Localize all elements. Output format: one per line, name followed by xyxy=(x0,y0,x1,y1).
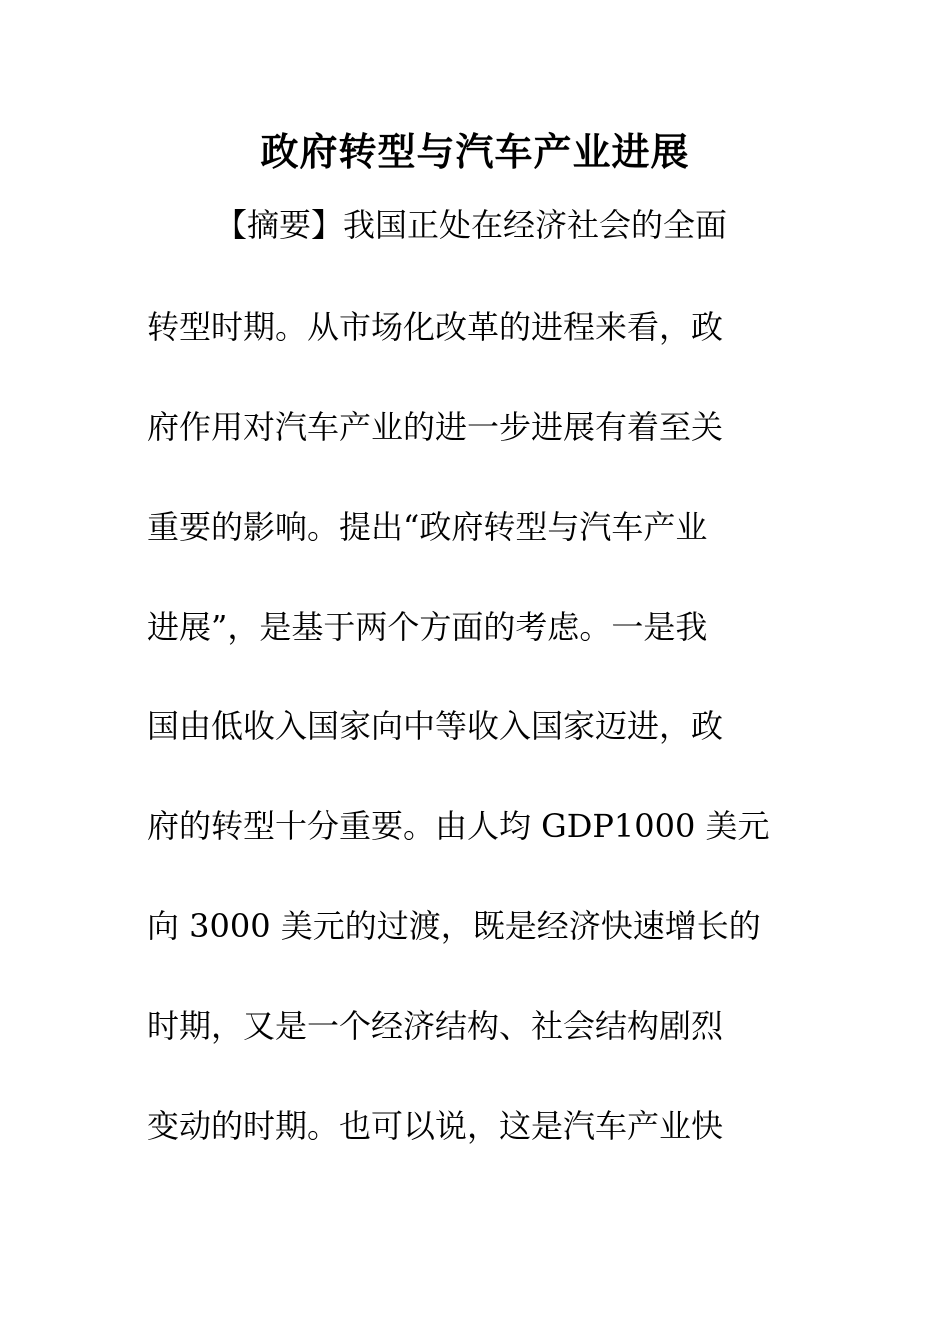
abstract-line-10: 变动的时期。也可以说，这是汽车产业快 xyxy=(147,1107,724,1145)
document-title: 政府转型与汽车产业进展 xyxy=(260,129,690,174)
abstract-line-4: 重要的影响。提出“政府转型与汽车产业 xyxy=(147,508,708,546)
abstract-line-5: 进展”，是基于两个方面的考虑。一是我 xyxy=(147,608,708,646)
abstract-line-2: 转型时期。从市场化改革的进程来看，政 xyxy=(147,308,724,346)
abstract-line-1: 【摘要】我国正处在经济社会的全面 xyxy=(215,206,728,244)
abstract-line-9: 时期，又是一个经济结构、社会结构剧烈 xyxy=(147,1007,724,1045)
abstract-line-3: 府作用对汽车产业的进一步进展有着至关 xyxy=(147,408,724,446)
abstract-line-8: 向 3000 美元的过渡，既是经济快速增长的 xyxy=(147,907,761,945)
abstract-line-7: 府的转型十分重要。由人均 GDP1000 美元 xyxy=(147,807,770,845)
abstract-line-6: 国由低收入国家向中等收入国家迈进，政 xyxy=(147,707,724,745)
